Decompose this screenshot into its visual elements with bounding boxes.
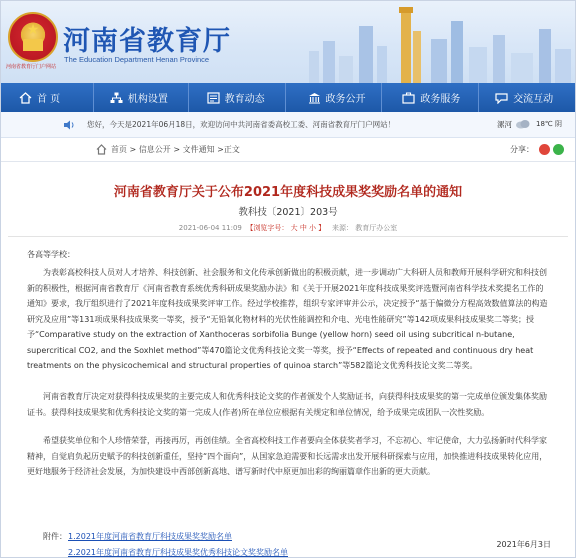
paragraph: 河南省教育厅决定对获得科技成果奖的主要完成人和优秀科技论文奖的作者颁发个人奖励证书，向获得科技成果奖的第一完成单位颁发集体奖励证书。获得科技成果奖和优秀科技论文奖的第一完成人(作者)所在单位应根据有关规定和单位情况，给予成果完成团队一次性奖励。 (27, 392, 547, 417)
service-icon (402, 92, 415, 104)
weather-city: 漯河 (497, 120, 512, 129)
font-size-large[interactable]: 大 (290, 224, 298, 232)
org-icon (110, 92, 123, 104)
speaker-icon (63, 119, 75, 131)
cloud-icon (515, 118, 531, 130)
national-emblem-icon: ★ (8, 12, 58, 62)
wechat-icon[interactable] (553, 144, 564, 155)
main-nav (1, 83, 575, 112)
news-icon (207, 92, 220, 104)
attachments-label: 附件： (43, 532, 67, 541)
gov-icon (308, 92, 321, 104)
breadcrumb-path[interactable]: 首页 > 信息公开 > 文件通知 >正文 (111, 145, 240, 154)
paragraph: 希望获奖单位和个人珍惜荣誉，再接再厉，再创佳绩。全省高校科技工作者要向全体获奖者学习，不忘初心、牢记使命，大力弘扬新时代科学家精神，自觉肩负起历史赋予的科技创新重任，坚持“四个面向”，从国家急迫需要和长远需求出发开展科研探索与应用，加快推进科技成果转化应用，更好地服务于经济社会发展，为加快建设中西部创新高地、谱写新时代中原更加出彩的绚丽篇章作出新的更大贡献。 (27, 436, 548, 476)
article-meta (0, 223, 576, 233)
font-size-switcher (246, 224, 325, 232)
site-title[interactable]: 河南省教育厅 (63, 26, 231, 57)
chat-icon (495, 92, 508, 104)
nav-org-label: 机构设置 (127, 94, 168, 105)
nav-gov-label: 政务公开 (325, 94, 366, 105)
welcome-bar (1, 112, 575, 138)
nav-home[interactable] (1, 83, 93, 112)
nav-org[interactable] (94, 83, 188, 112)
font-size-small[interactable]: 小 (309, 224, 317, 232)
nav-service[interactable] (382, 83, 478, 112)
site-subtitle: The Education Department Henan Province (64, 55, 210, 64)
publish-date: 2021-06-04 11:09 (178, 224, 242, 232)
nav-news[interactable] (189, 83, 285, 112)
nav-chat-label: 交流互动 (513, 94, 554, 105)
nav-home-label: 首 页 (37, 94, 61, 105)
greeting: 各高等学校： (27, 250, 75, 259)
font-size-medium[interactable]: 中 (299, 224, 307, 232)
nav-chat[interactable] (479, 83, 575, 112)
font-size-label: 【浏览字号： (246, 224, 289, 232)
attachment-link[interactable]: 1.2021年度河南省教育厅科技成果奖奖励名单 (68, 532, 232, 541)
paragraph: 为表彰高校科技人员对人才培养、科技创新、社会服务和文化传承创新做出的积极贡献，进一步调动广大科研人员和教师开展科学研究和科技创新的积极性，根据河南省教育厅《河南省教育系统优秀科研成果奖励办法》和《关于开展2021年度科技成果奖评选暨河南省科学技术奖提名工作的通知》要求，我厅组织进行了2021年度科技成果奖评审工作。经过学校推荐，组织专家评审并公示，决定授予“基于偏微分方程高效数值算法的构造研究及应用”等131项成果科技成果奖一等奖，授予“无铅氧化物材料的光伏性能调控和介电、光电性能研究”等142项成果科技成果奖二等奖；授予“Comparative study on the extraction of Xanthoceras sorbifolia Bunge (yellow horn) seed oil using subcritical n-butane, supercritical CO2, and the Soxhlet method”等470篇论文优秀科技论文奖一等奖，授予“Effects of repeated and continuous dry heat treatments on the physicochemical and structural properties of quinoa starch”等582篇论文优秀科技论文奖二等奖。 (27, 268, 548, 370)
nav-service-label: 政务服务 (420, 94, 461, 105)
nav-news-label: 教育动态 (224, 94, 265, 105)
document-number: 教科技〔2021〕203号 (238, 207, 338, 218)
sign-date: 2021年6月3日 (496, 540, 551, 549)
share-label: 分享： (510, 145, 534, 154)
welcome-text: 您好，今天是2021年06月18日，欢迎访问中共河南省委高校工委、河南省教育厅门户网站！ (87, 120, 396, 129)
skyline-illustration (301, 1, 575, 83)
breadcrumb (1, 138, 575, 162)
site-header (1, 1, 575, 83)
weibo-icon[interactable] (539, 144, 550, 155)
article-title: 河南省教育厅关于公布2021年度科技成果奖奖励名单的通知 (113, 185, 463, 200)
nav-gov[interactable] (286, 83, 382, 112)
emblem-caption: 河南省教育厅门户网站 (6, 64, 57, 70)
attachment-link[interactable]: 2.2021年度河南省教育厅科技成果奖优秀科技论文奖奖励名单 (68, 548, 288, 557)
font-size-close: 】 (318, 224, 326, 232)
weather-temperature: 18℃ 阴 (536, 120, 562, 128)
divider (8, 236, 568, 237)
home-icon (96, 144, 107, 155)
article-source: 来源： 教育厅办公室 (331, 224, 398, 232)
home-icon (19, 92, 32, 104)
